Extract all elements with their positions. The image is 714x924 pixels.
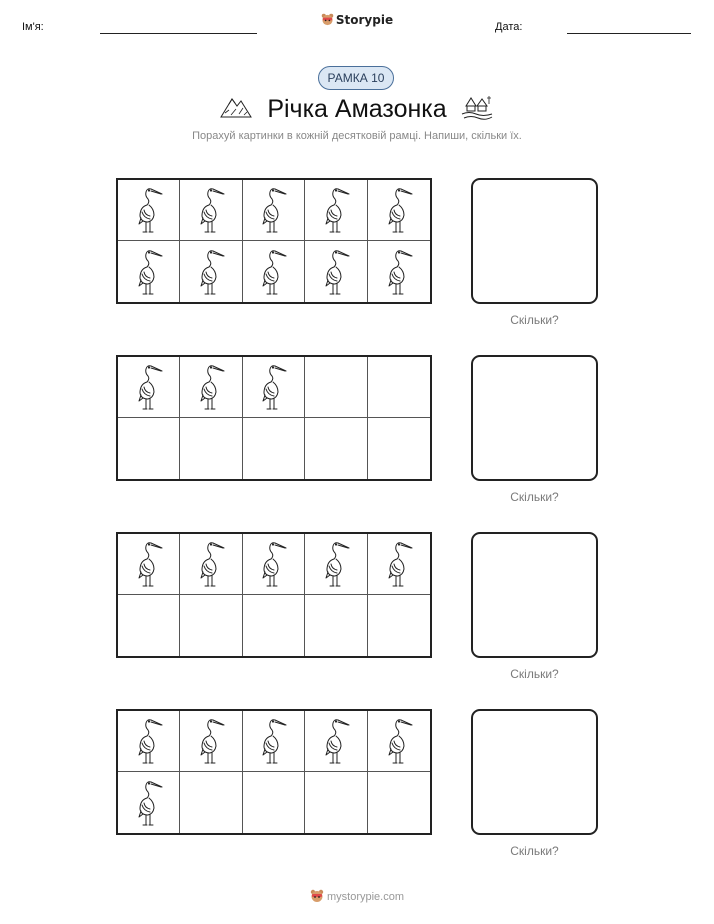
stork-icon [319,185,353,235]
stork-icon [319,539,353,589]
footer-url: mystorypie.com [326,891,405,903]
frame-cell [118,357,180,418]
frame-cell [180,534,242,595]
ten-frame [116,178,432,304]
frame-cell [118,595,180,656]
ten-frame [116,355,432,481]
frame-cell [180,772,242,833]
frame-cell [243,357,305,418]
frame-cell [180,241,242,302]
answer-box[interactable] [471,355,598,481]
frame-cell [243,595,305,656]
footer [0,889,714,903]
stork-icon [256,539,290,589]
frame-cell [368,241,430,302]
frame-cell [243,180,305,241]
frame-cell [118,180,180,241]
frame-cell [305,180,367,241]
frame-cell [368,418,430,479]
stork-icon [382,716,416,766]
frame-cell [305,418,367,479]
stork-icon [194,716,228,766]
date-line[interactable] [567,33,691,34]
frame-cell [243,534,305,595]
frame-cell [368,711,430,772]
brand-logo [0,13,714,27]
brand-name: Storypie [335,13,394,27]
frame-cell [180,357,242,418]
how-many-label: Скільки? [510,844,559,858]
name-label: Ім'я: [22,21,44,33]
answer-box[interactable] [471,709,598,835]
instructions: Порахуй картинки в кожній десятковій рамці. Напиши, скільки їх. [192,130,522,142]
ten-frame [116,532,432,658]
answer-box[interactable] [471,178,598,304]
frame-cell [368,534,430,595]
bear-icon [310,889,324,903]
stork-icon [194,247,228,297]
frame-badge: РАМКА 10 [318,66,394,90]
stork-icon [132,539,166,589]
stork-icon [256,362,290,412]
frame-cell [305,772,367,833]
stork-icon [194,185,228,235]
ten-frame [116,709,432,835]
frame-cell [243,418,305,479]
stork-icon [194,362,228,412]
frame-cell [180,180,242,241]
bear-icon [321,13,334,26]
frame-cell [305,711,367,772]
frame-cell [243,711,305,772]
frame-cell [368,357,430,418]
frame-cell [368,772,430,833]
frame-cell [180,711,242,772]
answer-box[interactable] [471,532,598,658]
frame-cell [305,595,367,656]
stork-icon [256,185,290,235]
stork-icon [256,247,290,297]
frame-cell [305,534,367,595]
village-icon [460,92,494,120]
date-label: Дата: [495,21,523,33]
stork-icon [132,362,166,412]
stork-icon [132,716,166,766]
stork-icon [382,539,416,589]
frame-cell [368,180,430,241]
frame-cell [118,241,180,302]
stork-icon [194,539,228,589]
stork-icon [319,716,353,766]
frame-cell [368,595,430,656]
frame-cell [243,241,305,302]
stork-icon [132,247,166,297]
how-many-label: Скільки? [510,313,559,327]
stork-icon [382,185,416,235]
frame-cell [180,595,242,656]
stork-icon [132,185,166,235]
frame-cell [243,772,305,833]
name-line[interactable] [100,33,257,34]
frame-cell [118,418,180,479]
frame-cell [118,772,180,833]
stork-icon [382,247,416,297]
frame-cell [305,241,367,302]
stork-icon [319,247,353,297]
frame-cell [305,357,367,418]
stork-icon [132,778,166,828]
stork-icon [256,716,290,766]
frame-cell [118,534,180,595]
frame-cell [180,418,242,479]
how-many-label: Скільки? [510,490,559,504]
frame-cell [118,711,180,772]
page-title: Річка Амазонка [267,95,447,123]
how-many-label: Скільки? [510,667,559,681]
